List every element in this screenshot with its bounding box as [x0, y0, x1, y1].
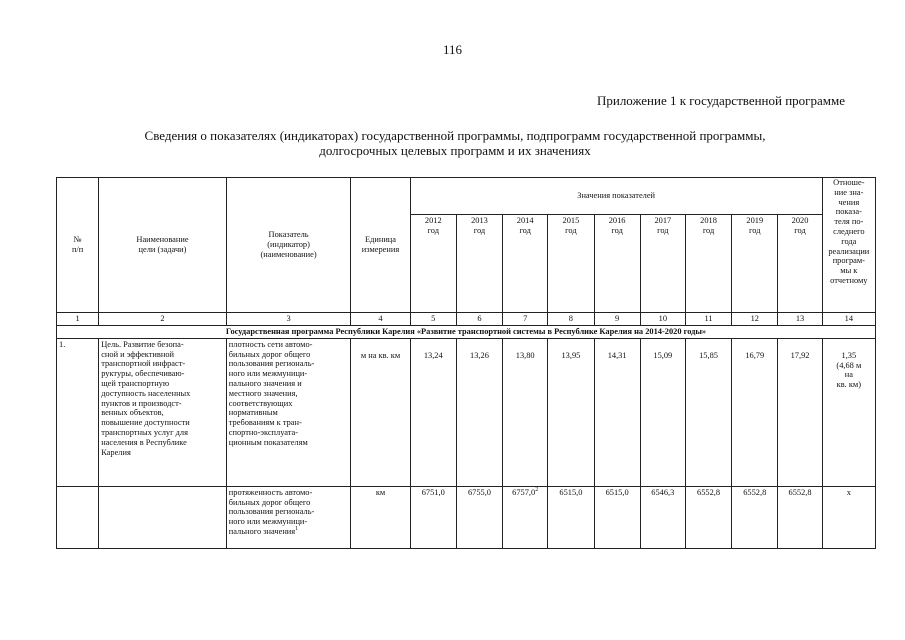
column-number: 10: [640, 313, 685, 326]
row-number: [57, 486, 99, 548]
value-cell: 13,80: [503, 338, 548, 486]
value-cell: 6546,3: [640, 486, 685, 548]
column-number: 7: [503, 313, 548, 326]
header-values: Значения показателей: [410, 178, 822, 215]
indicator-text: протяженность автомо- бильных дорог общего пользования региональ- ного или межмуници- пального значения$^1$: [226, 486, 351, 548]
value-cell: 6552,8: [685, 486, 731, 548]
document-title: [60, 128, 850, 158]
header-year: 2015 год: [548, 215, 594, 313]
footnote-marker: 2: [535, 487, 539, 493]
value-cell: 6552,8: [778, 486, 822, 548]
column-number: 4: [351, 313, 410, 326]
ratio-cell: х: [822, 486, 875, 548]
value-cell: 13,95: [548, 338, 594, 486]
column-number: 13: [778, 313, 822, 326]
title-line-2: долгосрочных целевых программ и их значениях: [319, 143, 591, 158]
column-number: 1: [57, 313, 99, 326]
table-row: [57, 338, 876, 486]
appendix-label: Приложение 1 к государственной программе: [596, 93, 845, 108]
column-number: 2: [99, 313, 227, 326]
value-cell: 6515,0: [594, 486, 640, 548]
value-cell: 6755,0: [456, 486, 502, 548]
value-cell: 13,24: [410, 338, 456, 486]
column-number: 8: [548, 313, 594, 326]
unit-cell: м на кв. км: [351, 338, 410, 486]
value-cell: 15,09: [640, 338, 685, 486]
column-number: 5: [410, 313, 456, 326]
column-number: 3: [226, 313, 351, 326]
value-cell: 6552,8: [732, 486, 778, 548]
column-number: 12: [732, 313, 778, 326]
footnote-marker: 1: [295, 526, 299, 533]
header-indicator: Показатель (индикатор) (наименование): [226, 178, 351, 313]
header-goal: Наименование цели (задачи): [99, 178, 227, 313]
header-year: 2020 год: [778, 215, 822, 313]
value-cell: 14,31: [594, 338, 640, 486]
header-unit: Единица измерения: [351, 178, 410, 313]
header-year: 2016 год: [594, 215, 640, 313]
header-year: 2014 год: [503, 215, 548, 313]
header-ratio: Отноше- ние зна- чения показа- теля по- следнего года реализации програм- мы к отчетному: [822, 178, 875, 313]
value-cell: 15,85: [685, 338, 731, 486]
page-number: 116: [442, 42, 463, 57]
unit-cell: км: [351, 486, 410, 548]
title-line-1: Сведения о показателях (индикаторах) государственной программы, подпрограмм государственной программы,: [144, 128, 766, 143]
table-row: [57, 486, 876, 548]
indicators-table: [56, 177, 876, 549]
header-year: 2012 год: [410, 215, 456, 313]
header-year: 2019 год: [732, 215, 778, 313]
header-num: № п/п: [57, 178, 99, 313]
ratio-cell: 1,35 (4,68 м на кв. км): [822, 338, 875, 486]
column-number-row: [57, 313, 876, 326]
indicator-text: плотность сети автомо- бильных дорог общего пользования региональ- ного или межмуници- пального значения и местного значения, соответствующих нормативным требованиям к тран- спортно-эксплуата- ционным показателям: [226, 338, 351, 486]
value-cell: 6757,0$^2$: [503, 486, 548, 548]
row-number: 1.: [57, 338, 99, 486]
goal-text: Цель. Развитие безопа- сной и эффективной транспортной инфраст- руктуры, обеспечиваю- щей транспортную доступность населенных пунктов и производст- венных объектов, повышение доступности транспортных услуг для населения в Республике Карелия: [99, 338, 227, 486]
column-number: 14: [822, 313, 875, 326]
column-number: 6: [456, 313, 502, 326]
value-cell: 6751,0: [410, 486, 456, 548]
value-cell: 6515,0: [548, 486, 594, 548]
column-number: 9: [594, 313, 640, 326]
program-title-row: Государственная программа Республики Карелия «Развитие транспортной системы в Республике Карелия на 2014-2020 годы»: [57, 326, 876, 339]
header-year: 2017 год: [640, 215, 685, 313]
goal-text: [99, 486, 227, 548]
value-cell: 13,26: [456, 338, 502, 486]
header-year: 2018 год: [685, 215, 731, 313]
value-cell: 17,92: [778, 338, 822, 486]
column-number: 11: [685, 313, 731, 326]
header-year: 2013 год: [456, 215, 502, 313]
value-cell: 16,79: [732, 338, 778, 486]
